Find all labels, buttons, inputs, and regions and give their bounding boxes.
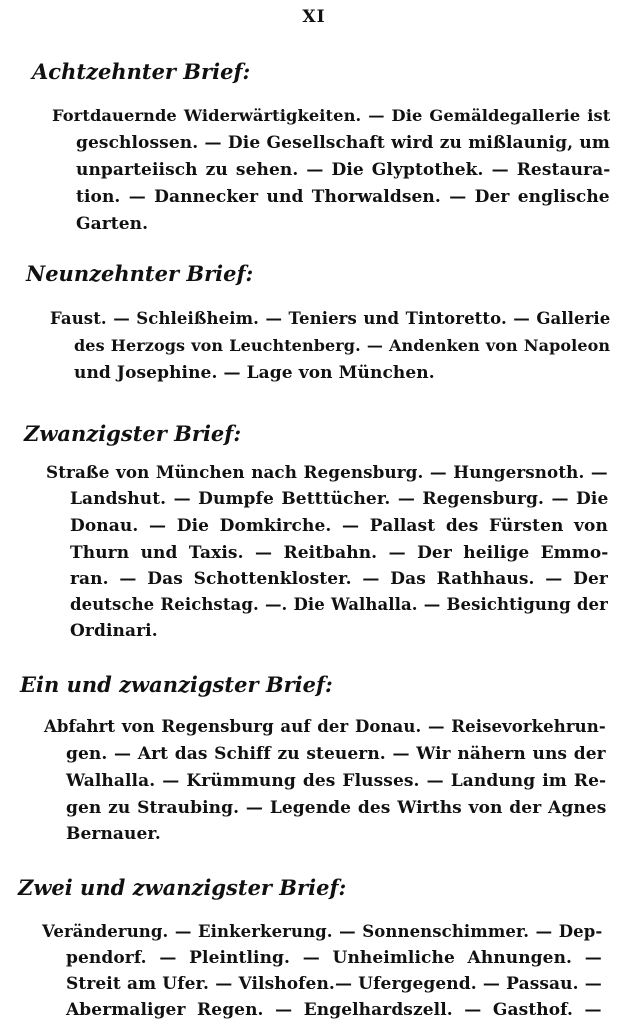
summary-line: Walhalla. — Krümmung des Flusses. — Landung im Re- (66, 771, 607, 791)
page-number: XI (302, 7, 326, 27)
letter-heading: Neunzehnter Brief: (26, 261, 254, 286)
summary-line: Veränderung. — Einkerkerung. — Sonnenschimmer. — Dep- (42, 922, 603, 941)
summary-line: Streit am Ufer. — Vilshofen.— Ufergegend. — Passau. — (66, 974, 602, 994)
summary-line: Ordinari. (70, 621, 158, 641)
summary-line: tion. — Dannecker und Thorwaldsen. — Der englische (76, 187, 610, 207)
summary-line: pendorf. — Pleintling. — Unheimliche Ahnungen. — (66, 948, 602, 968)
summary-line: Landshut. — Dumpfe Betttücher. — Regensburg. — Die (70, 489, 609, 509)
letter-heading: Zwanzigster Brief: (24, 421, 242, 446)
letter-heading: Zwei und zwanzigster Brief: (18, 875, 347, 900)
summary-line: Straße von München nach Regensburg. — Hungersnoth. — (46, 462, 608, 482)
summary-line: Thurn und Taxis. — Reitbahn. — Der heilige Emmo- (70, 543, 609, 563)
letter-heading: Ein und zwanzigster Brief: (20, 672, 333, 697)
summary-line: deutsche Reichstag. —. Die Walhalla. — Besichtigung der (70, 595, 608, 614)
summary-line: unparteiisch zu sehen. — Die Glyptothek. — Restaura- (76, 160, 611, 180)
summary-line: Garten. (76, 214, 149, 234)
summary-line: geschlossen. — Die Gesellschaft wird zu mißlaunig, um (76, 133, 610, 153)
summary-line: des Herzogs von Leuchtenberg. — Andenken von Napoleon (74, 336, 611, 355)
summary-line: Bernauer. (66, 824, 161, 844)
summary-line: Faust. — Schleißheim. — Teniers und Tintoretto. — Gallerie (50, 309, 611, 328)
summary-line: Donau. — Die Domkirche. — Pallast des Fürsten von (70, 516, 608, 536)
summary-line: gen. — Art das Schiff zu steuern. — Wir nähern uns der (66, 744, 606, 764)
summary-line: gen zu Straubing. — Legende des Wirths von der Agnes (66, 798, 607, 818)
summary-line: Abermaliger Regen. — Engelhardszell. — Gasthof. — (66, 1000, 602, 1020)
letter-heading: Achtzehnter Brief: (32, 59, 251, 84)
summary-line: ran. — Das Schottenkloster. — Das Rathhaus. — Der (70, 569, 608, 589)
summary-line: Fortdauernde Widerwärtigkeiten. — Die Gemäldegallerie ist (52, 106, 611, 125)
summary-line: Abfahrt von Regensburg auf der Donau. — Reisevorkehrun- (44, 717, 606, 736)
summary-line: und Josephine. — Lage von München. (74, 363, 435, 383)
